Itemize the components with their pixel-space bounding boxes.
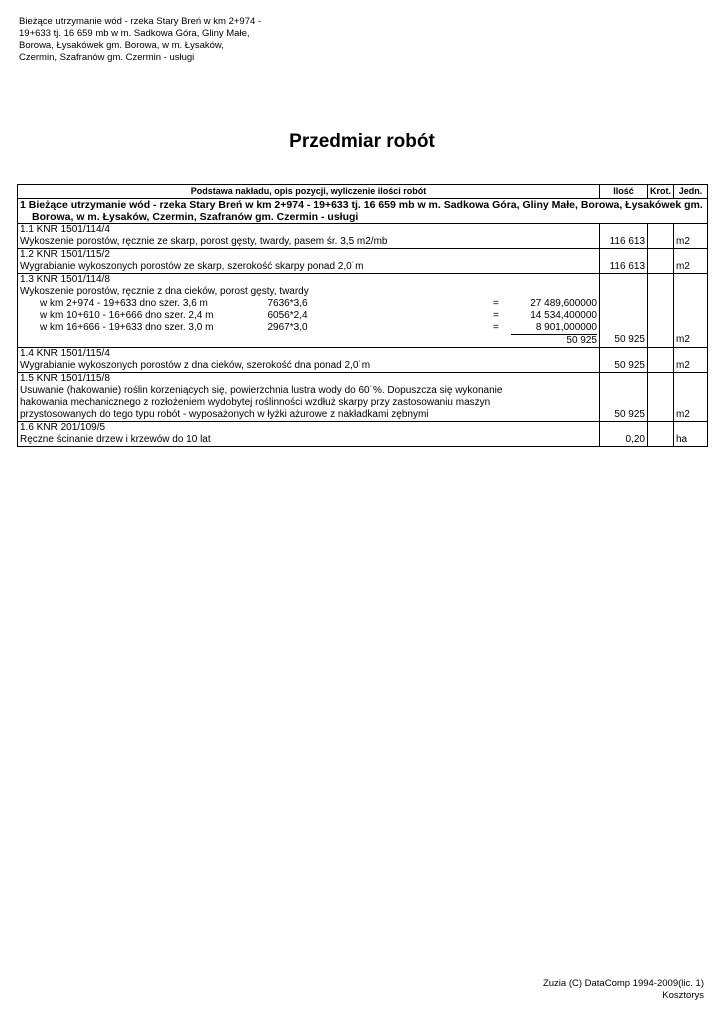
header-unit: Jedn. (674, 185, 708, 199)
item-unit: m2 (674, 261, 708, 274)
table-row (18, 286, 708, 298)
table-row (18, 409, 708, 422)
calc-expression: 6056*2,4 (267, 310, 308, 321)
calc-equals: = (493, 298, 499, 309)
software-credit: Zuzia (C) DataComp 1994-2009(lic. 1) (542, 978, 704, 989)
item-ref: 1.3 KNR 1501/114/8 (18, 274, 600, 287)
table-row (18, 348, 708, 361)
table-row (18, 385, 708, 397)
document-type: Kosztorys (662, 990, 704, 1001)
investment-title-note: Bieżące utrzymanie wód - rzeka Stary Breń w km 2+974 - 19+633 tj. 16 659 mb w m. Sadkowa Góra, Gliny Małe, Borowa, Łysakówek gm. Borowa, w m. Łysaków, Czermin, Szafranów gm. Czermin - usługi (19, 16, 262, 63)
item-ref: 1.6 KNR 201/109/5 (18, 422, 600, 435)
table-row (18, 373, 708, 386)
item-unit: m2 (674, 236, 708, 249)
item-ref: 1.2 KNR 1501/115/2 (18, 249, 600, 262)
bill-of-quantities-table (17, 184, 708, 447)
calc-row (18, 322, 708, 334)
calc-equals: = (493, 322, 499, 333)
header-quantity: Ilość (600, 185, 648, 199)
footer (543, 978, 704, 1002)
header-krot: Krot. (648, 185, 674, 199)
section-row (18, 199, 708, 224)
item-ref: 1.4 KNR 1501/115/4 (18, 348, 600, 361)
calc-location: w km 10+610 - 16+666 dno szer. 2,4 m (40, 310, 214, 321)
item-description-line: przystosowanych do tego typu robót - wyposażonych w łyżki ażurowe z nakładkami zębnymi (18, 409, 600, 422)
table-row (18, 261, 708, 274)
table-row (18, 249, 708, 262)
item-unit: m2 (674, 360, 708, 373)
calc-value: 27 489,600000 (530, 298, 597, 309)
table-row (18, 434, 708, 447)
calc-equals: = (493, 310, 499, 321)
calc-subtotal: 50 925 (511, 334, 597, 347)
document-title: Przedmiar robót (289, 131, 435, 152)
table-row (18, 236, 708, 249)
item-unit: m2 (674, 409, 708, 422)
item-description: Wykoszenie porostów, ręcznie ze skarp, porost gęsty, twardy, pasem śr. 3,5 m2/mb (18, 236, 600, 249)
table-row (18, 360, 708, 373)
calc-value: 14 534,400000 (530, 310, 597, 321)
item-description: Wykoszenie porostów, ręcznie z dna cieków, porost gęsty, twardy (18, 286, 600, 298)
table-row (18, 224, 708, 237)
table-header-row (18, 185, 708, 199)
calc-row (18, 298, 708, 310)
calc-location: w km 2+974 - 19+633 dno szer. 3,6 m (40, 298, 208, 309)
item-quantity: 50 925 (600, 409, 648, 422)
item-quantity: 116 613 (600, 236, 648, 249)
calc-expression: 2967*3,0 (267, 322, 308, 333)
table-row (18, 334, 708, 348)
item-unit: ha (674, 434, 708, 447)
item-description: Wygrabianie wykoszonych porostów z dna cieków, szerokość dna ponad 2,0˙m (18, 360, 600, 373)
item-description: Wygrabianie wykoszonych porostów ze skarp, szerokość skarpy ponad 2,0˙m (18, 261, 600, 274)
item-ref: 1.5 KNR 1501/115/8 (18, 373, 600, 386)
item-description: Ręczne ścinanie drzew i krzewów do 10 lat (18, 434, 600, 447)
calc-row (18, 310, 708, 322)
item-quantity: 0,20 (600, 434, 648, 447)
calc-expression: 7636*3,6 (267, 298, 308, 309)
table-row (18, 397, 708, 409)
table-row (18, 422, 708, 435)
section-title: 1 Bieżące utrzymanie wód - rzeka Stary Breń w km 2+974 - 19+633 tj. 16 659 mb w m. Sadkowa Góra, Gliny Małe, Borowa, Łysakówek gm. Borowa, w m. Łysaków, Czermin, Szafranów gm. Czermin - usługi (20, 199, 703, 223)
item-quantity: 50 925 (600, 334, 648, 348)
header-description: Podstawa nakładu, opis pozycji, wyliczenie ilości robót (18, 185, 600, 199)
item-quantity: 116 613 (600, 261, 648, 274)
item-quantity: 50 925 (600, 360, 648, 373)
calc-location: w km 16+666 - 19+633 dno szer. 3,0 m (40, 322, 214, 333)
item-description-line: hakowania mechanicznego z rozłożeniem wydobytej roślinności wzdłuż skarpy przy zastosowaniu maszyn (18, 397, 600, 409)
calc-value: 8 901,000000 (535, 322, 597, 333)
item-unit: m2 (674, 334, 708, 348)
item-ref: 1.1 KNR 1501/114/4 (18, 224, 600, 237)
item-description-line: Usuwanie (hakowanie) roślin korzeniących się, powierzchnia lustra wody do 60˙%. Dopuszcza się wykonanie (18, 385, 600, 397)
table-row (18, 274, 708, 287)
